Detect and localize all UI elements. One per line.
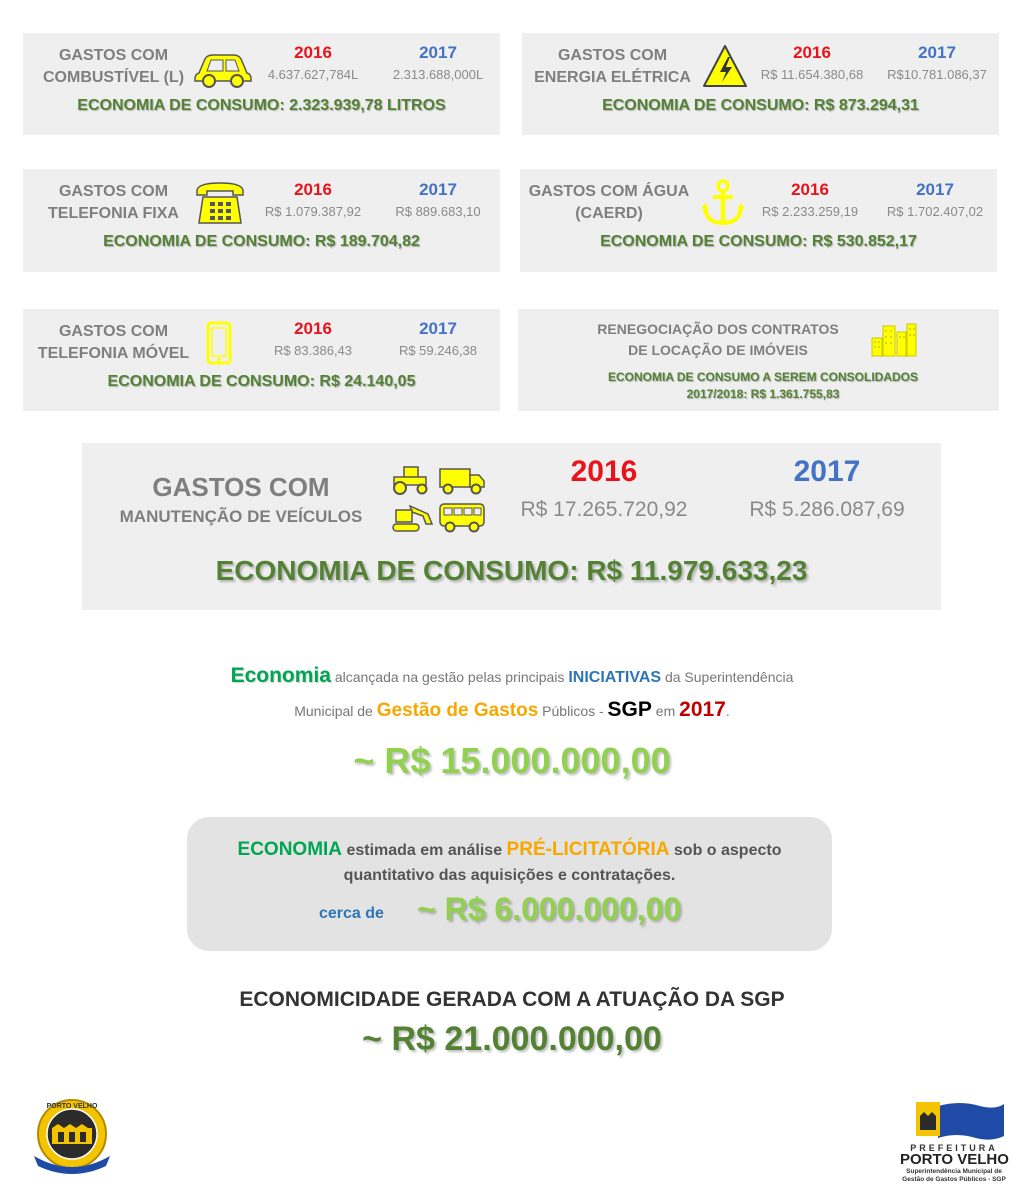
card-water-title: GASTOS COM ÁGUA (CAERD) <box>528 183 690 222</box>
value-2017: R$10.781.086,37 <box>887 67 987 82</box>
bus-icon <box>438 501 486 533</box>
year-2016: 2016 <box>570 455 638 488</box>
value-2017: R$ 1.702.407,02 <box>886 204 984 219</box>
year-2016: 2016 <box>793 43 831 62</box>
card-energy <box>522 33 999 135</box>
economy-label: ECONOMIA DE CONSUMO: 2.323.939,78 LITROS <box>77 97 446 114</box>
summary-amount: ~ R$ 15.000.000,00 <box>353 740 671 781</box>
economy-label: ECONOMIA DE CONSUMO: R$ 189.704,82 <box>103 233 420 250</box>
electricity-warning-icon <box>702 43 748 89</box>
year-2016: 2016 <box>294 43 332 62</box>
card-fuel-title: GASTOS COM COMBUSTÍVEL (L) <box>42 47 185 86</box>
flag-icon <box>900 1098 1008 1144</box>
truck-icon <box>438 465 486 495</box>
card-vehicles <box>82 443 941 610</box>
prefeitura-porto-velho-logo <box>900 1098 1008 1188</box>
value-2016: R$ 83.386,43 <box>273 343 353 358</box>
card-landline <box>23 169 500 272</box>
value-2017: R$ 59.246,38 <box>398 343 478 358</box>
card-fuel <box>23 33 500 135</box>
summary-line-1: Economia alcançada na gestão pelas principais INICIATIVAS da Superintendência <box>230 664 794 687</box>
prelic-amount: ~ R$ 6.000.000,00 <box>417 891 682 927</box>
value-2016: R$ 1.079.387,92 <box>264 204 362 219</box>
prelic-cerca: cerca de <box>319 905 384 922</box>
year-2017: 2017 <box>793 455 861 488</box>
buildings-icon <box>870 322 918 358</box>
year-2017: 2017 <box>419 43 457 62</box>
value-2016: R$ 11.654.380,68 <box>760 67 864 82</box>
value-2016: 4.637.627,784L <box>267 67 359 82</box>
year-2017: 2017 <box>419 180 457 199</box>
value-2017: R$ 5.286.087,69 <box>749 498 905 521</box>
year-2017: 2017 <box>916 180 954 199</box>
prelic-line-2: quantitativo das aquisições e contratações. <box>343 867 676 884</box>
mobile-phone-icon <box>206 321 232 365</box>
year-2016: 2016 <box>294 180 332 199</box>
logo-line-2: PORTO VELHO <box>900 1151 1009 1168</box>
card-vehicles-title: GASTOS COM MANUTENÇÃO DE VEÍCULOS <box>119 472 363 526</box>
card-mobile <box>23 309 500 411</box>
card-landline-title: GASTOS COM TELEFONIA FIXA <box>48 183 179 222</box>
economy-label: ECONOMIA DE CONSUMO: R$ 24.140,05 <box>107 373 416 390</box>
logo-line-3: Superintendência Municipal de <box>906 1168 1002 1175</box>
prelic-line-1: ECONOMIA estimada em análise PRÉ-LICITATÓRIA sob o aspecto <box>237 839 782 860</box>
summary-line-2: Municipal de Gestão de Gastos Públicos - SGP em 2017. <box>294 698 730 721</box>
value-2016: R$ 17.265.720,92 <box>520 498 688 521</box>
economy-label: ECONOMIA DE CONSUMO A SEREM CONSOLIDADOS 2017/2018: R$ 1.361.755,83 <box>607 370 918 401</box>
anchor-icon <box>700 179 746 227</box>
card-mobile-title: GASTOS COM TELEFONIA MÓVEL <box>37 323 190 362</box>
logo-line-4: Gestão de Gastos Públicos - SGP <box>902 1176 1006 1183</box>
year-2016: 2016 <box>791 180 829 199</box>
tractor-icon <box>390 463 432 495</box>
value-2017: R$ 889.683,10 <box>395 204 481 219</box>
economy-label: ECONOMIA DE CONSUMO: R$ 11.979.633,23 <box>215 555 808 586</box>
prelic-box <box>187 817 832 951</box>
economy-label: ECONOMIA DE CONSUMO: R$ 873.294,31 <box>602 97 919 114</box>
year-2016: 2016 <box>294 319 332 338</box>
total-title: ECONOMICIDADE GERADA COM A ATUAÇÃO DA SGP <box>239 988 785 1011</box>
economy-label: ECONOMIA DE CONSUMO: R$ 530.852,17 <box>600 233 917 250</box>
car-icon <box>193 49 253 89</box>
telephone-icon <box>193 179 247 227</box>
year-2017: 2017 <box>918 43 956 62</box>
year-2017: 2017 <box>419 319 457 338</box>
porto-velho-seal-logo <box>28 1096 116 1178</box>
excavator-icon <box>390 500 436 534</box>
card-leases-title: RENEGOCIAÇÃO DOS CONTRATOS DE LOCAÇÃO DE IMÓVEIS <box>597 321 839 358</box>
total-amount: ~ R$ 21.000.000,00 <box>362 1020 662 1058</box>
logo-line-1: PREFEITURA <box>910 1143 998 1153</box>
value-2016: R$ 2.233.259,19 <box>761 204 859 219</box>
value-2017: 2.313.688,000L <box>392 67 484 82</box>
seal-text: PORTO VELHO <box>46 1103 98 1110</box>
card-leases <box>518 309 999 411</box>
card-energy-title: GASTOS COM ENERGIA ELÉTRICA <box>534 47 691 86</box>
card-water <box>520 169 997 272</box>
